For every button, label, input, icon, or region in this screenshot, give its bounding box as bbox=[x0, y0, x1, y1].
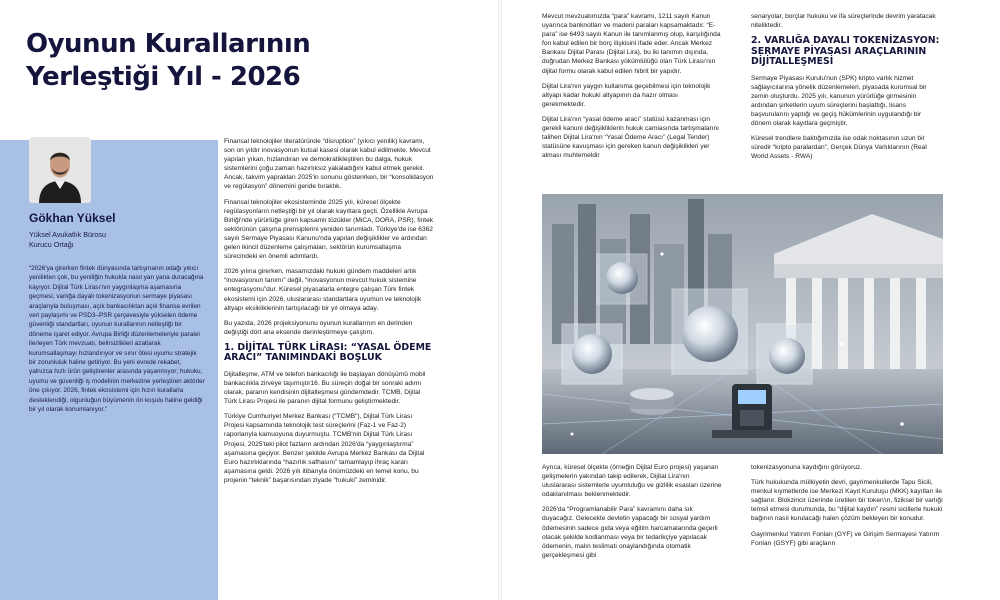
paragraph: Dijital Lira'nın yaygın kullanıma geçebilmesi için teknolojik altyapı kadar hukuki altyapının da hazır olması gerekmektedir. bbox=[542, 82, 711, 108]
paragraph: 2026 yılına girerken, masamızdaki hukuki gündem maddeleri artık “inovasyonun tanımı” değil, “inovasyonun mevcut hukuk sistemine entegrasyonu”dur. Küresel piyasalarla entegre çalışan Türk fintek ekosistemi için 2026, uluslararası standartlara uyumun ve teknolojik altyapı eksikliklerinin tartışılacağı bir yıl olmaya aday. bbox=[224, 268, 422, 312]
paragraph: Gayrimenkul Yatırım Fonları (GYF) ve Girişim Sermayesi Yatırım Fonları (GSYF) gibi araçların bbox=[751, 530, 940, 547]
article-title: Oyunun Kurallarının Yerleştiği Yıl - 2026 bbox=[26, 29, 311, 92]
paragraph: Bu yazıda, 2026 projeksiyonunu oyunun kurallarının en derinden değiştiği dört ana eksende derinleştirmeye çalıştım. bbox=[224, 319, 413, 336]
column-4-bottom bbox=[751, 463, 943, 554]
author-name: Gökhan Yüksel bbox=[29, 211, 116, 225]
column-3-bottom bbox=[542, 463, 725, 566]
paragraph: Dijitalleşme, ATM ve telefon bankacılığı ile başlayan dönüşümü mobil bankacılıkla zirveye taşımıştır16. Bu süreçin doğal bir sonraki adımı olarak, paranın kendisinin dijitalleşmesi gündemdedir. TCMB, Dijital Türk Lirası Projesi ile paranın dijital formunu geliştirmektedir. bbox=[224, 370, 426, 406]
paragraph: Türkiye Cumhuriyet Merkez Bankası (“TCMB”), Dijital Türk Lirası Projesi kapsamında teknolojik test süreçlerini (Faz-1 ve Faz-2) raporlarıyla kamuoyuna duyurmuştu. TCMB'nin Dijital Türk Lirası Projesi, 2025'teki pilot fazların ardından 2026'da “yaygınlaştırma” aşamasına geçiyor. Benzer şekilde Avrupa Merkez Bankası da Dijital Euro hazırlıklarında “hazırlık safhasını” tamamlayıp ihraç kararı aşamasına geldi. 2026 yılı itibarıyla önümüzdeki en temel konu, bu projenin “teknik” başarısından ziyade “hukuki” zeminidir. bbox=[224, 413, 425, 484]
author-portrait-icon bbox=[29, 137, 91, 203]
column-1 bbox=[224, 137, 434, 491]
column-3-top bbox=[542, 12, 722, 166]
paragraph: tokenizasyonuna kaydığını görüyoruz. bbox=[751, 464, 863, 471]
page-gutter bbox=[498, 0, 502, 600]
paragraph: senaryolar, borçlar hukuku ve ifa süreçlerinde devrim yaratacak niteliktedir. bbox=[751, 13, 936, 30]
paragraph: Sermaye Piyasası Kurulu'nun (SPK) kripto varlık hizmet sağlayıcılarına yönelik düzenlemeleri, piyasada kurumsal bir zemin oluşturdu. 2025 yılı, kanunun yürürlüğe girmesinin ardından şirketlerin uyum süreçlerini başlattığı, lisans başvurularını yaptığı ve geçiş hükümlerinin uygulandığı bir dönem olarak kayıtlara geçmiştir. bbox=[751, 74, 927, 128]
avatar bbox=[29, 137, 91, 203]
author-affiliation bbox=[29, 230, 199, 250]
column-4-top bbox=[751, 12, 943, 168]
paragraph: Türk hukukunda mülkiyetin devri, gayrimenkullerde Tapu Sicili, menkul kıymetlerde ise Merkezi Kayıt Kuruluşu (MKK) kayıtları ile sağlanır. Blokzincir üzerinde üretilen bir token'ın, fiziksel bir varlığı temsil etmesi durumunda, bu “dijital kaydın” resmi sicillerle hukuki bağının nasıl kurulacağı halen çözüm bekleyen bir konudur. bbox=[751, 479, 943, 523]
section-heading-1: 1. DİJİTAL TÜRK LİRASI: “YASAL ÖDEME ARACI” TANIMINDAKİ BOŞLUK bbox=[224, 341, 432, 364]
digital-finance-illustration-icon bbox=[542, 194, 943, 454]
paragraph: 2026'da “Programlanabilir Para” kavramını daha sık duyacağız. Gelecekte devletin yapacağı bir sosyal yardım ödemesinin sadece gıda veya eğitim harcamalarında geçerli olacak şekilde kodlanması veya bir tedarikçiye yapılacak ödemenin, malın teslimatı onaylandığında otomatik gerçekleşmesi gibi bbox=[542, 506, 718, 559]
author-firm: Yüksel Avukatlık Bürosu bbox=[29, 230, 106, 239]
paragraph: Finansal teknolojiler literatüründe “disruption” (yıkıcı yenilik) kavramı, son on yıldır inovasyonun kutsal kasesi olarak kabul edilmekte. Mevcut yapıları yıkan, hızlandıran ve demokratikleştiren bu dalga, hukuk sistemlerini çoğu zaman hazırlıksız yakaladığını kabul etmek gerekir. Ancak, takvim yaprakları 2025'in sonunu gösterirken, bir “konsolidasyon ve regülasyon” dönemini geride bıraktık. bbox=[224, 138, 434, 191]
author-role: Kurucu Ortağı bbox=[29, 240, 74, 249]
paragraph: Ayrıca, küresel ölçekte (örneğin Dijital Euro projesi) yaşanan gelişmelerin yakından takip edilerek, Dijital Lira'nın uluslararası sistemlerle uyumluluğu ve gizlilik esasları üzerine odaklanılması beklenmektedir. bbox=[542, 464, 722, 499]
paragraph: Mevcut mevzuatımızda “para” kavramı, 1211 sayılı Kanun uyarınca banknotları ve madeni paraları kapsamaktadır. “E-para” ise 6493 sayılı Kanun ile tanımlanmış olup, karşılığında fon kabul edilen bir borç ilişkisini ifade eder. Ancak Merkez Bankası Dijital Parası (Dijital Lira), bu iki tanımın dışında, doğrudan Merkez Bankası yükümlülüğü olan Türk Lirası'nın dijital formu olarak kabul edilen hibrit bir yapıdır. bbox=[542, 13, 721, 75]
paragraph: Finansal teknolojiler ekosisteminde 2025 yılı, küresel ölçekte regülasyonların netleştiği bir yıl olarak kayıtlara geçti. Özellikle Avrupa Birliği'nde yürürlüğe giren kapsamlı tüzükler (MiCA, DORA, PSR), fintek sektörünün çalışma prensiplerini yeniden tanımladı. Türkiye'de ise 6362 sayılı Sermaye Piyasası Kanunu'nda yapılan değişiklikler ve ardından gelen ikincil düzenleme çalışmaları, sektörün kurumsallaşma sürecindeki en önemli adımlardı. bbox=[224, 198, 434, 261]
hero-illustration bbox=[542, 194, 943, 454]
paragraph: Küresel trendlere baktığımızda ise odak noktasının uzun bir süredir “kripto paralardan”, Gerçek Dünya Varlıklarının (Real World Assets - RWA) bbox=[751, 135, 927, 161]
section-heading-2: 2. VARLIĞA DAYALI TOKENİZASYON: SERMAYE PİYASASI ARAÇLARININ DİJİTALLEŞMESİ bbox=[751, 35, 940, 68]
author-quote: “2026'ya girerken fintek dünyasında tartışmanın odağı yıkıcı yenilikten çok, bu yeniliğin hukukla nasıl yan yana duracağına kayıyor. Dijital Türk Lirası'nın yaygınlaşma aşamasına geçmesi, varlığa dayalı tokenizasyonun sermaye piyasası araçlarıyla buluşması, açık bankacılıktan açık finansa evrilen veri paylaşımı ve PSD3–PSR çerçevesiyle yükselen ödeme güvenliği standartları, oyunun kurallarının netleştiği bir döneme işaret ediyor. Avrupa Birliği düzenlemeleriyle paralel ilerleyen Türk mevzuatı, belirsizlikleri azaltarak kurumsallaşmayı hızlandırıyor ve sınır ötesi uyumu stratejik bir zorunluluk haline getiriyor. Bu yeni evrede rekabet, yalnızca hızlı ürün geliştirenler arasında yaşanmıyor; hukuku, uyumu ve güvenliği iş modelinin merkezine yerleştiren aktörler öne çıkıyor. 2026, fintek ekosistemi için hızın kurallarla desteklendiği, olgunluğun büyümenin ön koşulu haline geldiği bir yıl olarak konumlanıyor.” bbox=[29, 265, 205, 414]
paragraph: Dijital Lira'nın “yasal ödeme aracı” statüsü kazanması için gerekli kanuni değişikliklerin hukuk camiasında tartışmalarını talihen Dijital Lira'nın “Yasal Ödeme Aracı” (Legal Tender) statüsüne kavuşması için gereken kanun değişiklikleri yer alması muhtemeldir bbox=[542, 115, 720, 160]
